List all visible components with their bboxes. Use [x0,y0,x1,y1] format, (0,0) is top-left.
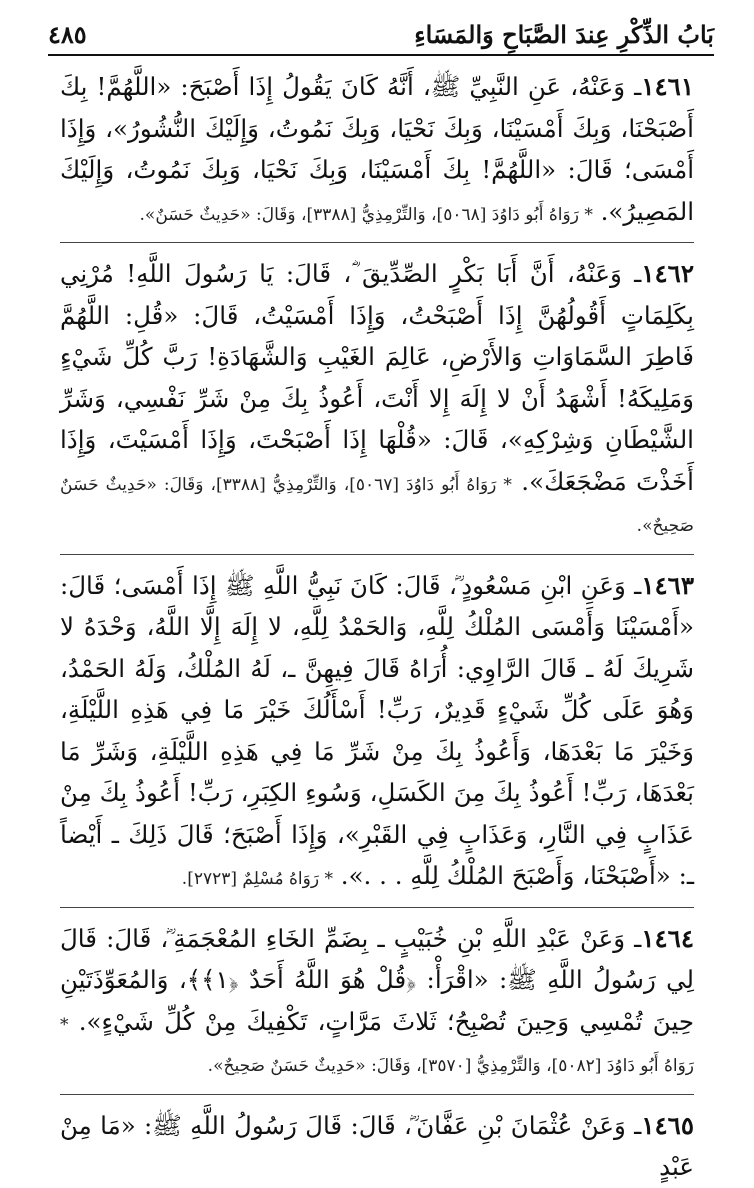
hadith-number: ١٤٦٥ [641,1110,694,1140]
hadith-1465 [60,1105,694,1188]
hadith-1463 [60,565,694,897]
hadith-1462 [60,253,694,544]
divider [60,554,694,555]
hadith-text [60,918,694,1084]
hadith-reference: * رَوَاهُ أَبُو دَاوُدَ [٥٠٨٢]، وَالتِّرْمِذِيُّ [٣٥٧٠]، وَقَالَ: «حَدِيثٌ حَسَنٌ صَحِيحٌ». [60,1014,694,1076]
page-body [60,66,695,1181]
hadith-text [60,66,694,232]
hadith-reference: * رَوَاهُ أَبُو دَاوُدَ [٥٠٦٨]، وَالتِّرْمِذِيُّ [٣٣٨٨]، وَقَالَ: «حَدِيثٌ حَسَنٌ». [139,204,593,225]
hadith-1461 [60,66,694,232]
page-header [48,14,714,56]
hadith-text [60,1105,694,1188]
hadith-number: ١٤٦١ [641,72,694,101]
divider [60,1094,694,1095]
hadith-body: ـ وَعَنْهُ، أَنَّ أَبَا بَكْرٍ الصِّدِّيقَ ؓ، قَالَ: يَا رَسُولَ اللَّهِ! مُرْنِي بِكَلِمَاتٍ أَقُولُهُنَّ إِذَا أَصْبَحْتُ، وَإِذَا أَمْسَيْتُ، قَالَ: «قُلِ: اللَّهُمَّ فَاطِرَ السَّمَاوَاتِ وَالأَرْضِ، عَالِمَ الغَيْبِ وَالشَّهَادَةِ! رَبَّ كُلِّ شَيْءٍ وَمَلِيكَهُ! أَشْهَدُ أَنْ لا إِلَهَ إِلا أَنْتَ، أَعُوذُ بِكَ مِنْ شَرِّ نَفْسِي، وَشَرِّ الشَّيْطَانِ وَشِرْكِهِ»، قَالَ: «قُلْهَا إِذَا أَصْبَحْتَ، وَإِذَا أَمْسَيْتَ، وَإِذَا أَخَذْتَ مَضْجَعَكَ». [60,259,694,496]
hadith-text [60,565,694,897]
chapter-title: بَابُ الذِّكْرِ عِندَ الصَّبَاحِ وَالمَسَاءِ [414,19,714,49]
hadith-body: ـ وَعَنْ عُثْمَانَ بْنِ عَفَّانَ ؓ، قَالَ: قَالَ رَسُولُ اللَّهِ ﷺ: «مَا مِنْ عَبْدٍ [60,1110,694,1181]
hadith-text [60,253,694,544]
hadith-reference: * رَوَاهُ مُسْلِمٌ [٢٧٢٣]. [181,869,333,889]
hadith-1464 [60,918,694,1084]
hadith-body: ـ وَعَنِ ابْنِ مَسْعُودٍ ؓ، قَالَ: كَانَ نَبِيُّ اللَّهِ ﷺ إِذَا أَمْسَى؛ قَالَ: «أَمْسَيْنَا وَأَمْسَى المُلْكُ لِلَّهِ، وَالحَمْدُ لِلَّهِ، لا إِلَهَ إِلَّا اللَّهُ، وَحْدَهُ لا شَرِيكَ لَهُ ـ قَالَ الرَّاوِي: أُرَاهُ قَالَ فِيهِنَّ ـ، لَهُ المُلْكُ، وَلَهُ الحَمْدُ، وَهُوَ عَلَى كُلِّ شَيْءٍ قَدِيرٌ، رَبِّ! أَسْأَلُكَ خَيْرَ مَا فِي هَذِهِ اللَّيْلَةِ، وَخَيْرَ مَا بَعْدَهَا، وَأَعُوذُ بِكَ مِنْ شَرِّ مَا فِي هَذِهِ اللَّيْلَةِ، وَشَرِّ مَا بَعْدَهَا، رَبِّ! أَعُوذُ بِكَ مِنَ الكَسَلِ، وَسُوءِ الكِبَرِ، رَبِّ! أَعُوذُ بِكَ مِنْ عَذَابٍ فِي النَّارِ، وَعَذَابٍ فِي القَبْرِ»، وَإِذَا أَصْبَحَ؛ قَالَ ذَلِكَ ـ أَيْضاً ـ: «أَصْبَحْنَا، وَأَصْبَحَ المُلْكُ لِلَّهِ . . .». [60,570,694,890]
hadith-number: ١٤٦٤ [641,923,694,953]
hadith-number: ١٤٦٣ [641,570,694,600]
divider [60,242,694,243]
hadith-reference: * رَوَاهُ أَبُو دَاوُدَ [٥٠٦٧]، وَالتِّرْمِذِيُّ [٣٣٨٨]، وَقَالَ: «حَدِيثٌ حَسَنٌ صَحِيحٌ». [60,474,694,536]
hadith-number: ١٤٦٢ [641,259,694,288]
hadith-body: ـ وَعَنْهُ، عَنِ النَّبِيِّ ﷺ، أَنَّهُ كَانَ يَقُولُ إِذَا أَصْبَحَ: «اللَّهُمَّ! بِكَ أَصْبَحْنَا، وَبِكَ أَمْسَيْنَا، وَبِكَ نَحْيَا، وَبِكَ نَمُوتُ، وَإِلَيْكَ النُّشُورُ»، وَإِذَا أَمْسَى؛ قَالَ: «اللَّهُمَّ! بِكَ أَمْسَيْنَا، وَبِكَ نَحْيَا، وَبِكَ نَمُوتُ، وَإِلَيْكَ المَصِيرُ». [60,72,694,226]
divider [60,907,694,908]
page-number: ٤٨٥ [48,19,87,49]
hadith-body: ـ وَعَنْ عَبْدِ اللَّهِ بْنِ خُبَيْبٍ ـ بِضَمِّ الخَاءِ المُعْجَمَةِ ؓ، قَالَ: قَالَ لِي رَسُولُ اللَّهِ ﷺ: «اقْرَأْ: ﴿قُلْ هُوَ اللَّهُ أَحَدٌ ﴿١﴾﴾، وَالمُعَوِّذَتَيْنِ حِينَ تُمْسِي وَحِينَ تُصْبِحُ؛ ثَلاثَ مَرَّاتٍ، تَكْفِيكَ مِنْ كُلِّ شَيْءٍ». [60,923,695,1036]
